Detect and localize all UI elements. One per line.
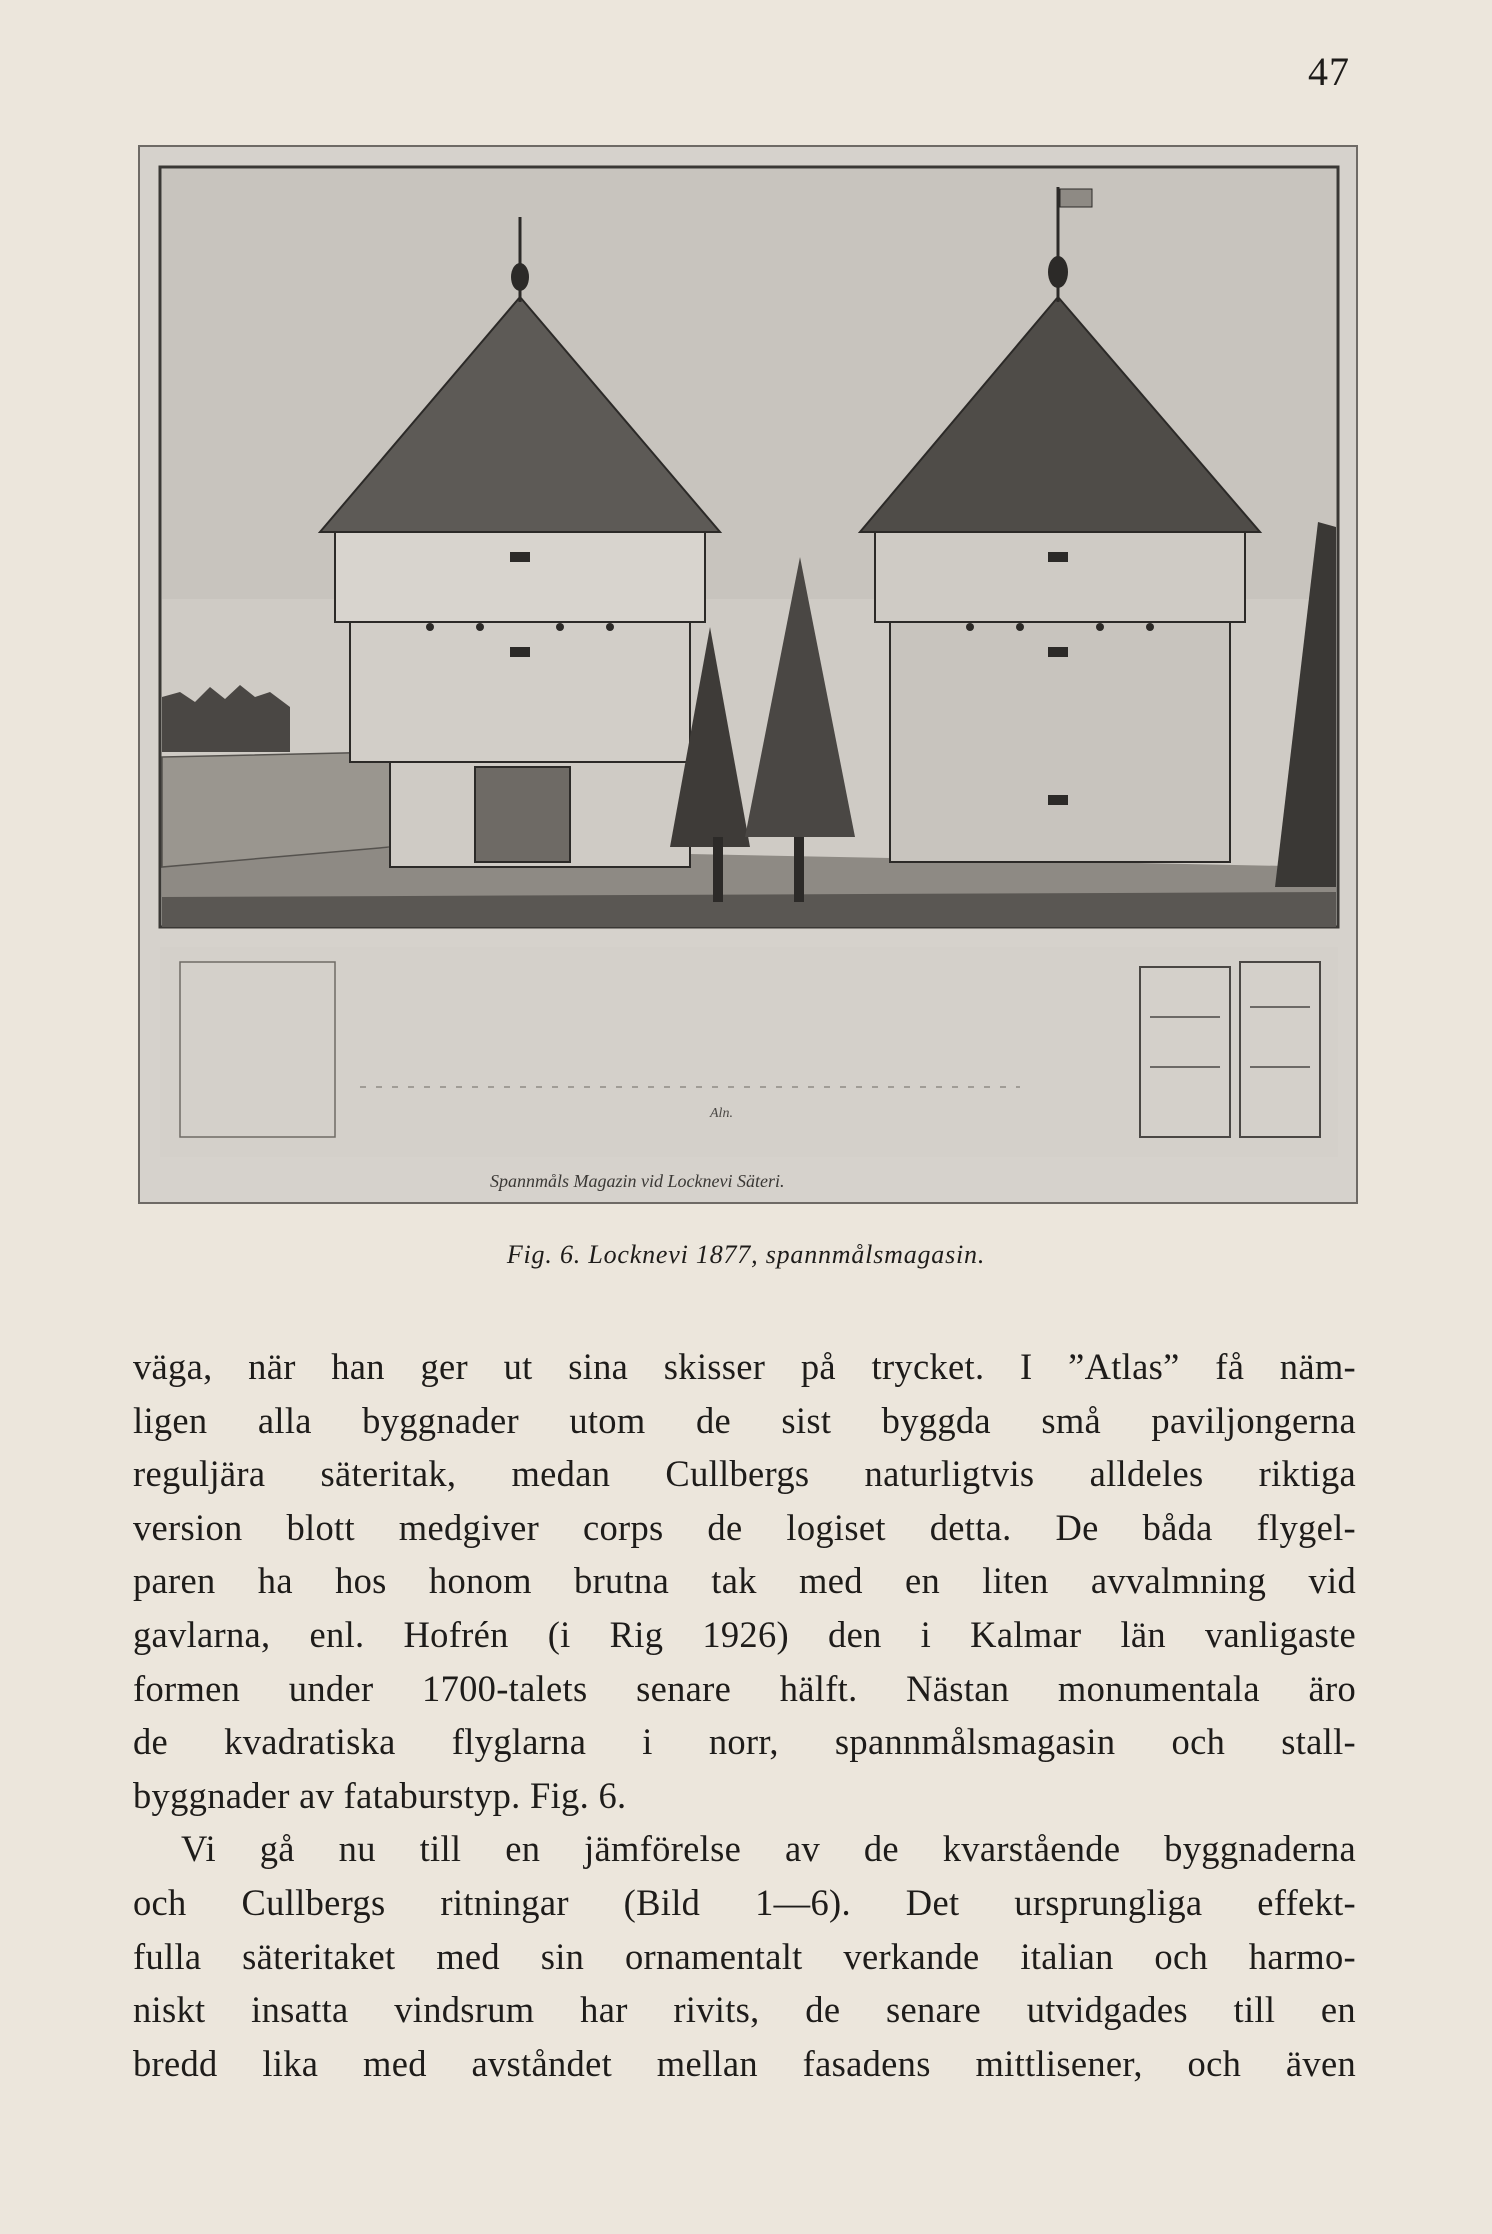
ground-dark <box>162 892 1336 927</box>
text-line: de kvadratiska flyglarna i norr, spannmålsmagasin och stall- <box>133 1721 1356 1763</box>
right-upper-storey <box>875 532 1245 622</box>
text-line: väga, när han ger ut sina skisser på trycket. I ”Atlas” få näm- <box>133 1346 1356 1387</box>
figure-plate <box>138 145 1358 1204</box>
left-middle-storey <box>350 622 690 762</box>
paragraph <box>133 1822 1356 2090</box>
body-text <box>133 1340 1356 2090</box>
drawing-inscription: Spannmåls Magazin vid Locknevi Säteri. <box>490 1171 785 1191</box>
right-lower-storey <box>890 622 1230 862</box>
paragraph <box>133 1340 1356 1822</box>
page-number: 47 <box>1308 49 1350 94</box>
right-finial-icon <box>1048 256 1068 288</box>
text-line: version blott medgiver corps de logiset detta. De båda flygel- <box>133 1506 1356 1548</box>
scale-label: Aln. <box>710 1106 733 1121</box>
text-line: ligen alla byggnader utom de sist byggda små paviljongerna <box>133 1399 1356 1441</box>
text-line: reguljära säteritak, medan Cullbergs naturligtvis alldeles riktiga <box>133 1453 1356 1495</box>
text-line: och Cullbergs ritningar (Bild 1—6). Det ursprungliga effekt- <box>133 1881 1356 1923</box>
text-line: formen under 1700-talets senare hälft. Nästan monumentala äro <box>133 1667 1356 1709</box>
text-line: byggnader av fataburstyp. Fig. 6. <box>133 1774 627 1816</box>
text-line: Vi gå nu till en jämförelse av de kvarstående byggnaderna <box>181 1828 1356 1870</box>
left-finial-icon <box>511 263 529 291</box>
weather-vane-icon <box>1060 189 1092 207</box>
text-line: fulla säteritaket med sin ornamentalt verkande italian och harmo- <box>133 1935 1356 1977</box>
text-line: bredd lika med avståndet mellan fasadens mittlisener, och även <box>133 2042 1356 2084</box>
left-door <box>475 767 570 862</box>
plan-strip <box>160 947 1338 1157</box>
text-line: niskt insatta vindsrum har rivits, de senare utvidgades till en <box>133 1989 1356 2031</box>
stone-wall <box>162 752 390 867</box>
figure-caption: Fig. 6. Locknevi 1877, spannmålsmagasin. <box>506 1240 986 1269</box>
granary-drawing <box>140 147 1356 1202</box>
text-line: gavlarna, enl. Hofrén (i Rig 1926) den i Kalmar län vanligaste <box>133 1613 1356 1655</box>
text-line: paren ha hos honom brutna tak med en liten avvalmning vid <box>133 1560 1356 1602</box>
left-upper-storey <box>335 532 705 622</box>
